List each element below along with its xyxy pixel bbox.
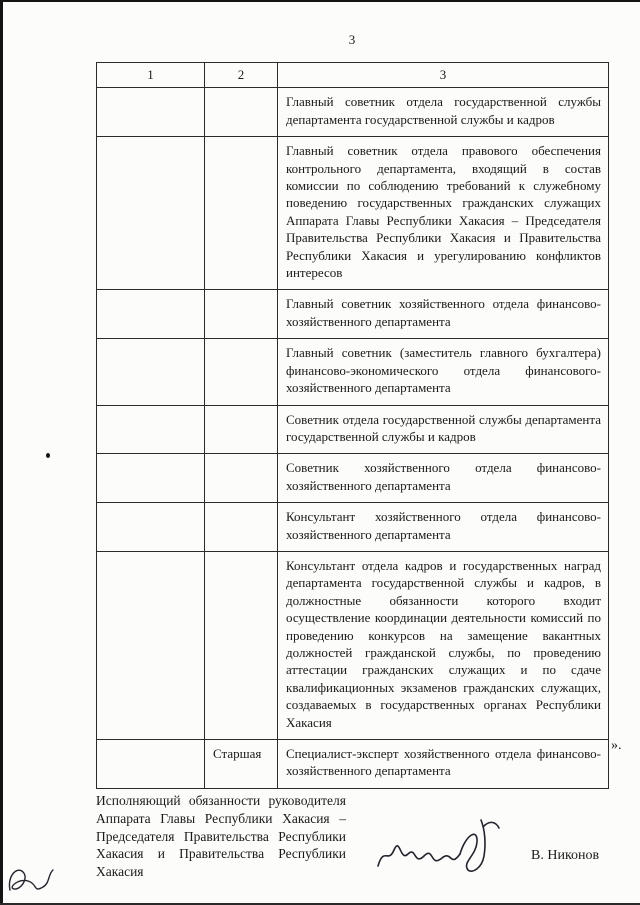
table-cell xyxy=(97,339,205,405)
ink-dot xyxy=(46,453,50,458)
table-row xyxy=(97,137,609,290)
table-row xyxy=(97,740,609,789)
table-cell xyxy=(205,503,278,552)
signer-position-title: Исполняющий обязанности руководителя Аппарата Главы Республики Хакасия – Председателя Правительства Республики Хакасия и Правительства Республики Хакасия xyxy=(96,793,346,880)
table-row xyxy=(97,503,609,552)
table-row xyxy=(97,551,609,739)
table-header-row xyxy=(97,63,609,88)
table-cell: Главный советник отдела правового обеспечения контрольного департамента, входящий в состав комиссии по соблюдению требований к служебному поведению государственных гражданских служащих Аппарата Главы Республики Хакасия – Председателя Правительства Республики Хакасия и Правительства Республики Хакасия и урегулированию конфликтов интересов xyxy=(278,137,609,290)
table-cell xyxy=(205,339,278,405)
scan-edge-left xyxy=(0,0,3,905)
table-cell: Специалист-эксперт хозяйственного отдела финансово-хозяйственного департамента xyxy=(278,740,609,789)
table-header-col2: 2 xyxy=(205,63,278,88)
table-cell: Консультант хозяйственного отдела финансово-хозяйственного департамента xyxy=(278,503,609,552)
table-cell xyxy=(97,88,205,137)
closing-quote: ». xyxy=(611,738,622,753)
table-cell xyxy=(97,405,205,454)
handwritten-mark-icon xyxy=(4,860,58,900)
table-cell xyxy=(97,137,205,290)
table-cell xyxy=(205,88,278,137)
table-cell xyxy=(97,503,205,552)
table-cell: Советник хозяйственного отдела финансово-хозяйственного департамента xyxy=(278,454,609,503)
table-cell xyxy=(205,290,278,339)
table-cell xyxy=(97,740,205,789)
positions-table xyxy=(96,62,609,789)
signature-icon xyxy=(372,806,504,888)
table-cell xyxy=(97,551,205,739)
page-number: 3 xyxy=(348,32,356,47)
table-header-col1: 1 xyxy=(97,63,205,88)
table-row xyxy=(97,454,609,503)
table-row xyxy=(97,88,609,137)
table-cell: Советник отдела государственной службы департамента государственной службы и кадров xyxy=(278,405,609,454)
table-row xyxy=(97,290,609,339)
table-header-col3: 3 xyxy=(278,63,609,88)
table-cell xyxy=(205,454,278,503)
table-cell: Главный советник хозяйственного отдела финансово-хозяйственного департамента xyxy=(278,290,609,339)
table-cell: Консультант отдела кадров и государственных наград департамента государственной службы и кадров, в должностные обязанности которого входит осуществление координации деятельности комиссий по проведению конкурсов на замещение вакантных должностей гражданской службы, по проведению аттестации гражданских служащих и по сдаче квалификационных экзаменов гражданских служащих, создаваемых в государственных органах Республики Хакасия xyxy=(278,551,609,739)
table-cell xyxy=(205,405,278,454)
table-cell xyxy=(205,551,278,739)
table-cell xyxy=(205,137,278,290)
scan-edge-top xyxy=(0,0,640,2)
table-cell: Старшая xyxy=(205,740,278,789)
table-cell: Главный советник (заместитель главного бухгалтера) финансово-экономического отдела финансового-хозяйственного департамента xyxy=(278,339,609,405)
table-cell xyxy=(97,290,205,339)
table-cell: Главный советник отдела государственной службы департамента государственной службы и кадров xyxy=(278,88,609,137)
table-row xyxy=(97,405,609,454)
table-row xyxy=(97,339,609,405)
table-cell xyxy=(97,454,205,503)
signer-name: В. Никонов xyxy=(531,848,600,863)
